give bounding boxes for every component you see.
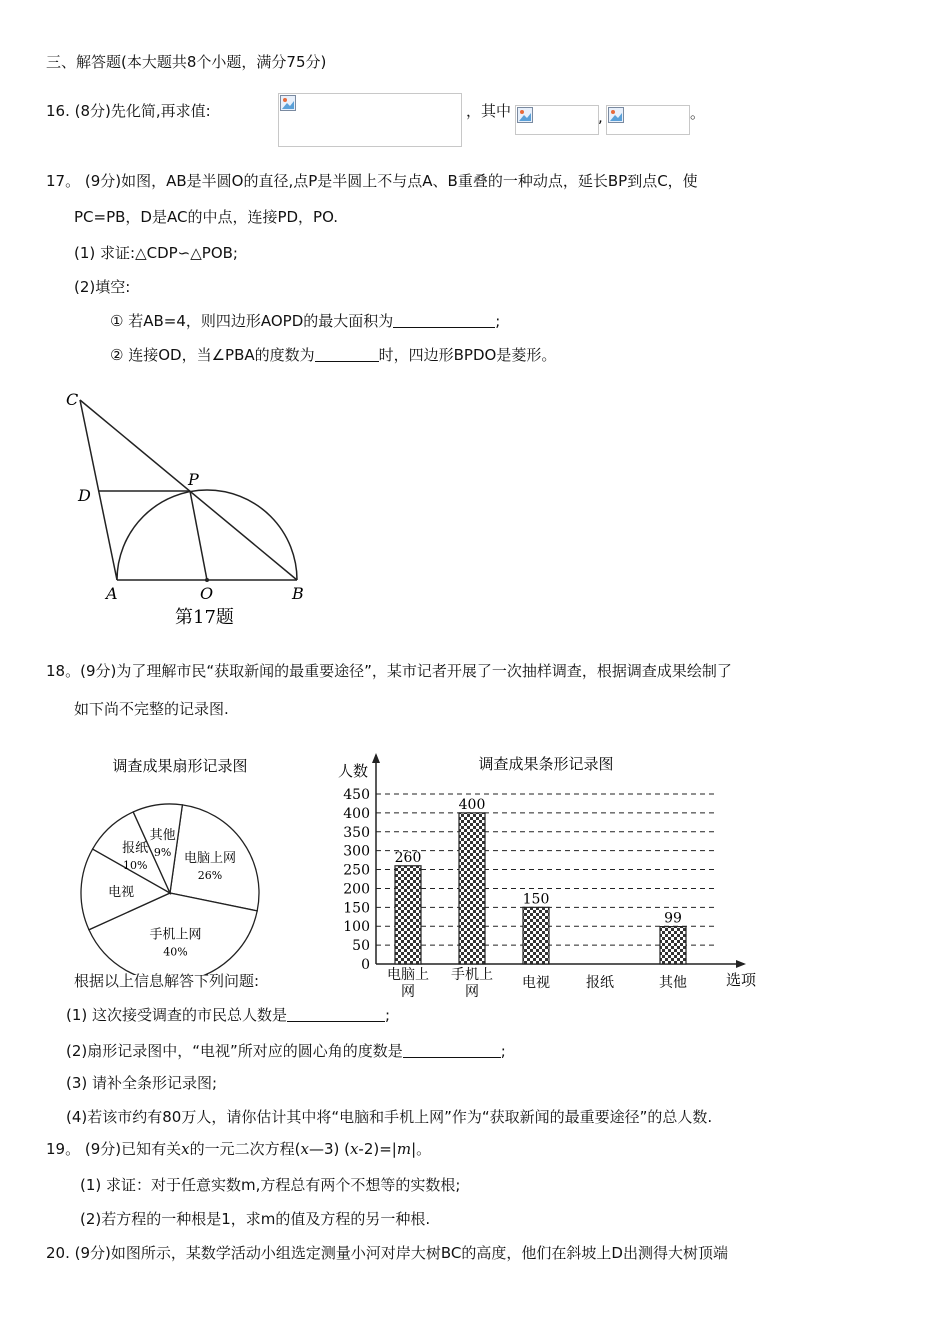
q18-part2-end: ; — [500, 1042, 506, 1060]
bar-chart — [326, 745, 776, 1005]
bar-value-label: 99 — [664, 910, 682, 927]
y-axis-label: 人数 — [338, 762, 369, 780]
q16-score: (8分) — [74, 102, 111, 120]
x-tick-label: 电视 — [522, 975, 550, 991]
q19-part1: (1) 求证：对于任意实数m,方程总有两个不想等的实数根; — [80, 1176, 461, 1194]
q20-score: (9分) — [74, 1244, 111, 1262]
label-b: B — [292, 584, 304, 603]
pie-slice-label: 电视 — [108, 884, 135, 900]
y-axis-arrow — [372, 753, 380, 763]
bar-value-label: 150 — [522, 891, 550, 908]
bar — [459, 813, 485, 964]
q18-part4: (4)若该市约有80万人，请你估计其中将“电脑和手机上网”作为“获取新闻的最重要途径”的总人数. — [66, 1108, 713, 1126]
label-a: A — [106, 584, 118, 603]
bar-value-label: 260 — [394, 849, 422, 866]
pie-slice-value: 40% — [163, 945, 188, 959]
q18-line2: 如下尚不完整的记录图. — [74, 700, 229, 718]
x-axis-arrow — [736, 960, 746, 968]
q20-line1 — [46, 1242, 728, 1264]
var-m: m — [396, 1140, 412, 1158]
label-o: O — [200, 584, 214, 603]
var-x: x — [349, 1140, 359, 1158]
q16-value-image-2 — [606, 105, 690, 135]
q16-value-image-1 — [515, 105, 599, 135]
x-tick-label: 手机上 — [451, 967, 493, 983]
label-p: P — [188, 470, 199, 489]
pie-title: 调查成果扇形记录图 — [112, 757, 248, 775]
q16-expression-image — [278, 93, 462, 147]
y-tick-label: 350 — [343, 824, 370, 841]
q17-sub2-text: ② 连接OD，当∠PBA的度数为 — [110, 346, 315, 364]
q17-part1: (1) 求证:△CDP∽△POB; — [74, 244, 238, 262]
q18-part2 — [66, 1040, 506, 1062]
q18-line1 — [46, 660, 732, 682]
q17-score: (9分) — [84, 172, 122, 190]
label-c: C — [66, 390, 79, 409]
q18-part1-end: ; — [385, 1006, 391, 1024]
q17-figure — [60, 385, 330, 640]
pie-slice-label: 手机上网 — [149, 927, 202, 943]
q16-end: 。 — [690, 104, 706, 122]
x-tick-label: 电脑上 — [387, 967, 429, 983]
x-tick-label: 网 — [401, 984, 415, 1000]
pie-slice-value: 26% — [197, 868, 223, 882]
q18-text1: 为了理解市民“获取新闻的最重要途径”，某市记者开展了一次抽样调查，根据调查成果绘制了 — [116, 662, 732, 680]
y-tick-label: 150 — [343, 900, 370, 917]
q17-sub1-text: ① 若AB=4，则四边形AOPD的最大面积为 — [110, 312, 394, 330]
q16-number: 16. — [46, 102, 70, 120]
pie-slice-value: 9% — [153, 845, 172, 859]
broken-image-icon — [608, 107, 624, 123]
q20-text: 如图所示，某数学活动小组选定测量小河对岸大树BC的高度，他们在斜坡上D出测得大树顶端 — [110, 1244, 728, 1262]
answer-blank — [315, 347, 379, 362]
y-tick-label: 300 — [343, 843, 370, 860]
point-o — [205, 578, 209, 582]
q17-sub1-end: ; — [495, 312, 501, 330]
q18-part2-text: (2)扇形记录图中，“电视”所对应的圆心角的度数是 — [66, 1042, 403, 1060]
bar — [523, 907, 549, 964]
q17-sub1 — [110, 310, 500, 332]
q17-line1 — [46, 170, 698, 192]
y-tick-label: 100 — [343, 919, 370, 936]
q19-text-c: |。 — [411, 1140, 432, 1158]
broken-image-icon — [517, 107, 533, 123]
q19-line1 — [46, 1138, 431, 1160]
x-tick-label: 报纸 — [586, 975, 614, 991]
bar-value-label: 400 — [458, 796, 486, 813]
figure-caption: 第17题 — [175, 607, 234, 628]
q16-text: 先化简,再求值: — [110, 102, 211, 120]
pie-slice-label: 电脑上网 — [183, 850, 237, 866]
q16-comma: , — [598, 108, 603, 126]
q17-text1: 如图，AB是半圆O的直径,点P是半圆上不与点A、B重叠的一种动点，延长BP到点C，使 — [121, 172, 698, 190]
y-tick-label: 450 — [343, 787, 370, 803]
section-title: 三、解答题(本大题共8个小题，满分75分) — [46, 53, 327, 71]
q19-eq-end: -2)=| — [358, 1140, 397, 1158]
q17-number: 17。 — [46, 172, 81, 190]
q18-part1-text: (1) 这次接受调查的市民总人数是 — [66, 1006, 288, 1024]
q18-part3: (3) 请补全条形记录图; — [66, 1074, 218, 1092]
q19-score: (9分) — [84, 1140, 122, 1158]
semicircle-arc — [117, 490, 297, 580]
q16-mid: ，其中 — [466, 102, 512, 120]
y-tick-label: 0 — [361, 957, 370, 973]
segment-po — [190, 491, 207, 580]
x-axis-label: 选项 — [726, 971, 757, 989]
bar — [395, 866, 421, 964]
q18-number: 18。 — [46, 662, 81, 680]
q17-line2: PC=PB，D是AC的中点，连接PD，PO. — [74, 208, 339, 226]
y-tick-label: 400 — [343, 805, 370, 822]
var-x: x — [300, 1140, 309, 1158]
q18-part1 — [66, 1004, 390, 1026]
q17-sub2 — [110, 344, 556, 366]
q19-eq-mid: —3) ( — [308, 1140, 350, 1158]
bar — [660, 927, 686, 964]
pie-slice-value: 10% — [122, 858, 148, 872]
q16-prompt — [46, 100, 211, 122]
pie-chart — [80, 745, 290, 975]
label-d: D — [78, 486, 91, 505]
bar-title: 调查成果条形记录图 — [478, 755, 614, 773]
q18-score: (9分) — [80, 662, 117, 680]
y-tick-label: 200 — [343, 881, 370, 898]
q19-number: 19。 — [46, 1140, 81, 1158]
y-tick-label: 50 — [352, 938, 370, 955]
q19-part2: (2)若方程的一种根是1，求m的值及方程的另一种根. — [80, 1210, 431, 1228]
q17-part2: (2)填空: — [74, 278, 131, 296]
pie-slice-label: 报纸 — [122, 840, 149, 856]
q20-number: 20. — [46, 1244, 70, 1262]
x-tick-label: 其他 — [659, 975, 687, 991]
answer-blank — [287, 1007, 385, 1022]
q19-text-a: 已知有关 — [121, 1140, 182, 1158]
answer-blank — [403, 1043, 501, 1058]
q17-sub2-end: 时，四边形BPDO是菱形。 — [378, 346, 557, 364]
q19-text-b: 的一元二次方程( — [189, 1140, 301, 1158]
y-tick-label: 250 — [343, 862, 370, 879]
segment-cb — [80, 400, 297, 580]
answer-blank — [393, 313, 495, 328]
q18-intro: 根据以上信息解答下列问题: — [74, 972, 260, 990]
pie-slice-label: 其他 — [149, 827, 176, 843]
broken-image-icon — [280, 95, 296, 111]
x-tick-label: 网 — [465, 984, 479, 1000]
var-x: x — [181, 1140, 190, 1158]
